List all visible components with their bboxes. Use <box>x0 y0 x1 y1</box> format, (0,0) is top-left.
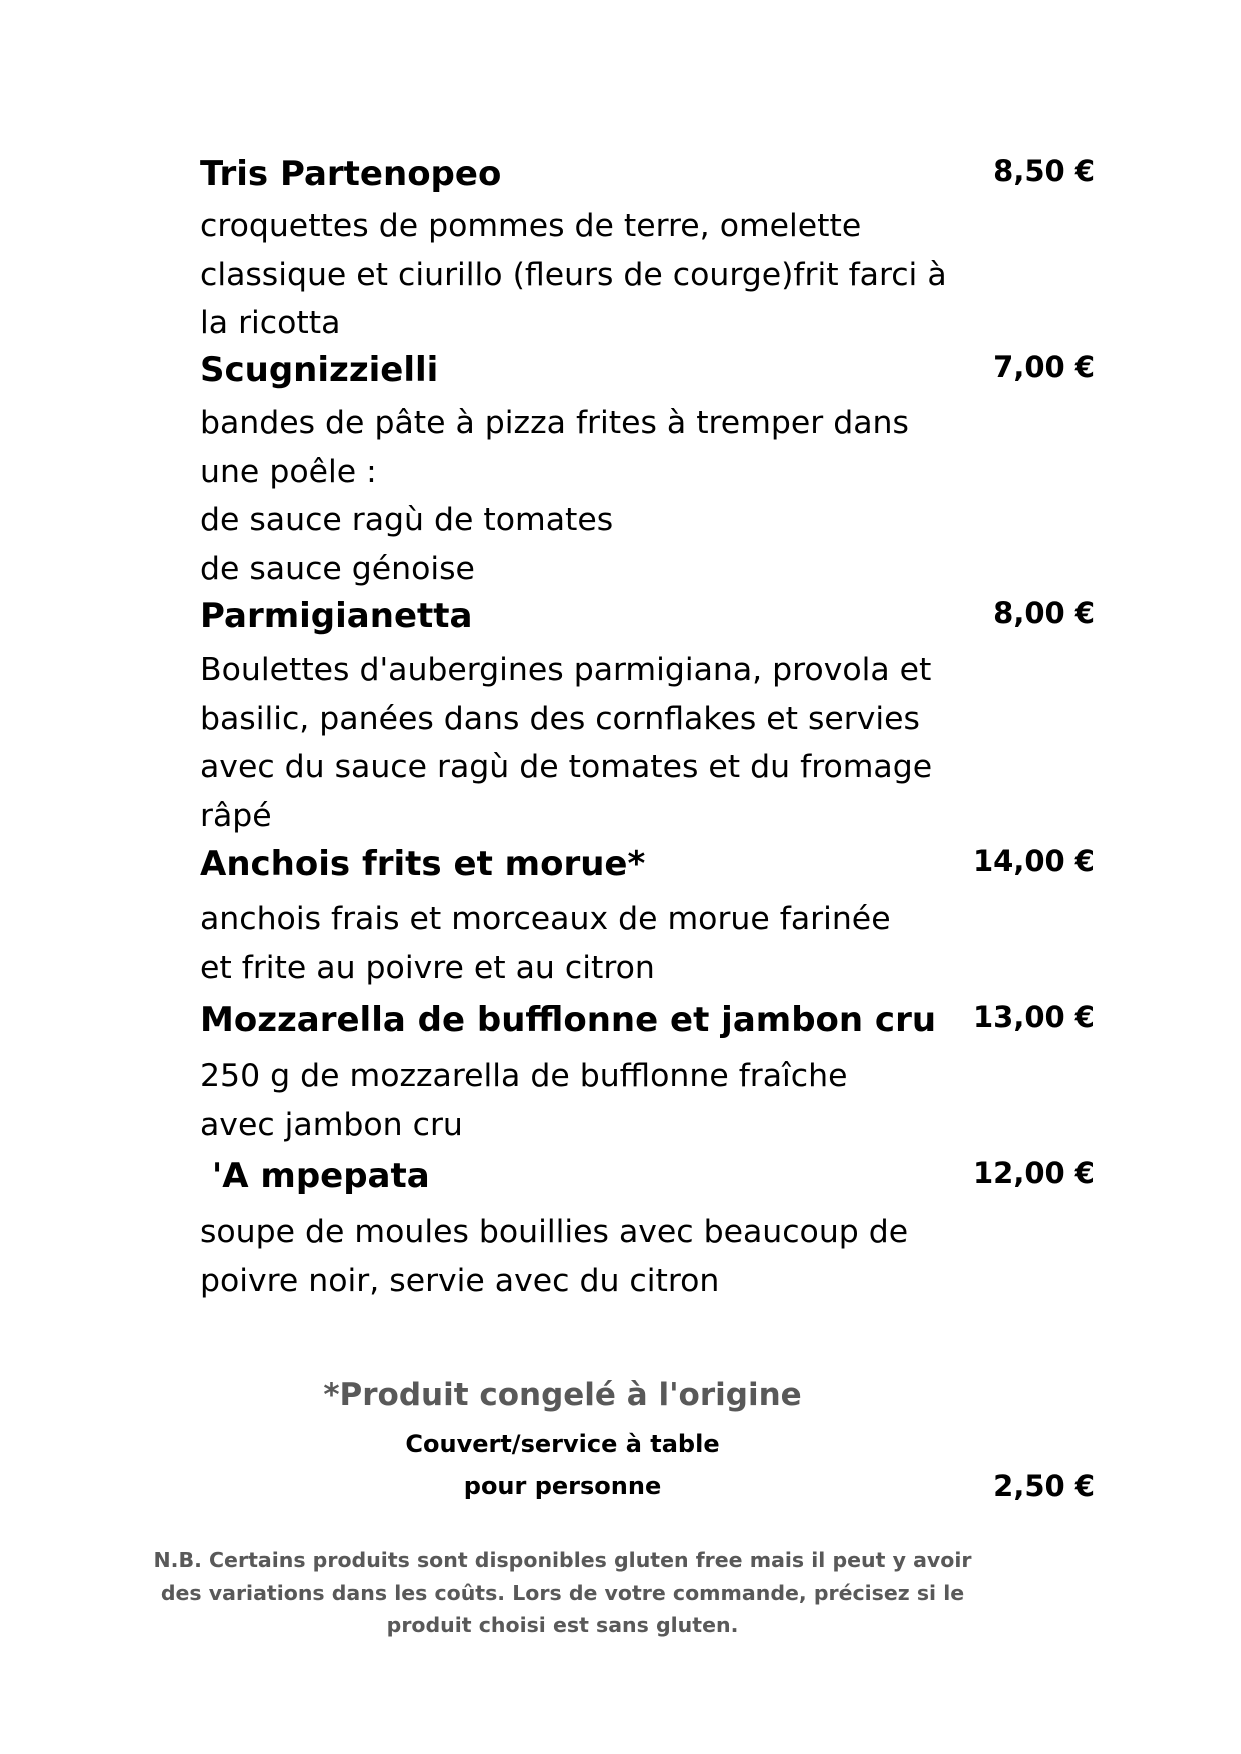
item-name: Anchois frits et morue* <box>200 844 646 884</box>
item-name: Parmigianetta <box>200 596 473 636</box>
cover-charge-label: Couvert/service à table <box>405 1430 720 1458</box>
description-line: croquettes de pommes de terre, omelette <box>200 208 862 244</box>
description-line: poivre noir, servie avec du citron <box>200 1262 720 1299</box>
item-description <box>200 1052 847 1149</box>
item-price: 14,00 € <box>972 844 1095 878</box>
item-name: Mozzarella de bufflonne et jambon cru <box>200 1000 937 1040</box>
description-line: classique et ciurillo (fleurs de courge)frit farci à <box>200 256 947 293</box>
item-price: 8,00 € <box>993 596 1095 630</box>
item-description <box>200 399 909 593</box>
description-line: une poêle : <box>200 453 377 490</box>
item-description <box>200 646 932 840</box>
item-name: Scugnizzielli <box>200 350 439 390</box>
note-line: des variations dans les coûts. Lors de votre commande, précisez si le <box>160 1580 965 1605</box>
description-line: avec jambon cru <box>200 1106 463 1143</box>
item-description <box>200 1208 908 1305</box>
description-line: bandes de pâte à pizza frites à tremper dans <box>200 405 909 441</box>
note-line: N.B. Certains produits sont disponibles gluten free mais il peut y avoir <box>153 1548 972 1572</box>
gluten-free-note <box>0 1544 1125 1642</box>
description-line: Boulettes d'aubergines parmigiana, provola et <box>200 652 932 688</box>
item-name: Tris Partenopeo <box>200 154 502 194</box>
item-price: 12,00 € <box>972 1156 1095 1190</box>
note-line: produit choisi est sans gluten. <box>386 1613 739 1637</box>
item-description <box>200 895 891 992</box>
description-line: de sauce ragù de tomates <box>200 502 614 538</box>
item-price: 8,50 € <box>993 154 1095 188</box>
description-line: la ricotta <box>200 305 341 341</box>
description-line: et frite au poivre et au citron <box>200 949 655 986</box>
description-line: basilic, panées dans des cornflakes et servies <box>200 700 920 737</box>
cover-charge-price: 2,50 € <box>993 1469 1095 1503</box>
description-line: anchois frais et morceaux de morue farinée <box>200 901 891 937</box>
item-price: 7,00 € <box>993 350 1095 384</box>
description-line: 250 g de mozzarella de bufflonne fraîche <box>200 1058 848 1094</box>
frozen-product-note: *Produit congelé à l'origine <box>323 1377 802 1413</box>
item-name: 'A mpepata <box>200 1156 430 1196</box>
description-line: de sauce génoise <box>200 550 475 587</box>
item-price: 13,00 € <box>972 1000 1095 1034</box>
item-description <box>200 202 947 348</box>
description-line: avec du sauce ragù de tomates et du fromage <box>200 749 933 785</box>
cover-charge-sublabel: pour personne <box>463 1472 662 1500</box>
description-line: râpé <box>200 797 272 834</box>
description-line: soupe de moules bouillies avec beaucoup de <box>200 1214 909 1250</box>
